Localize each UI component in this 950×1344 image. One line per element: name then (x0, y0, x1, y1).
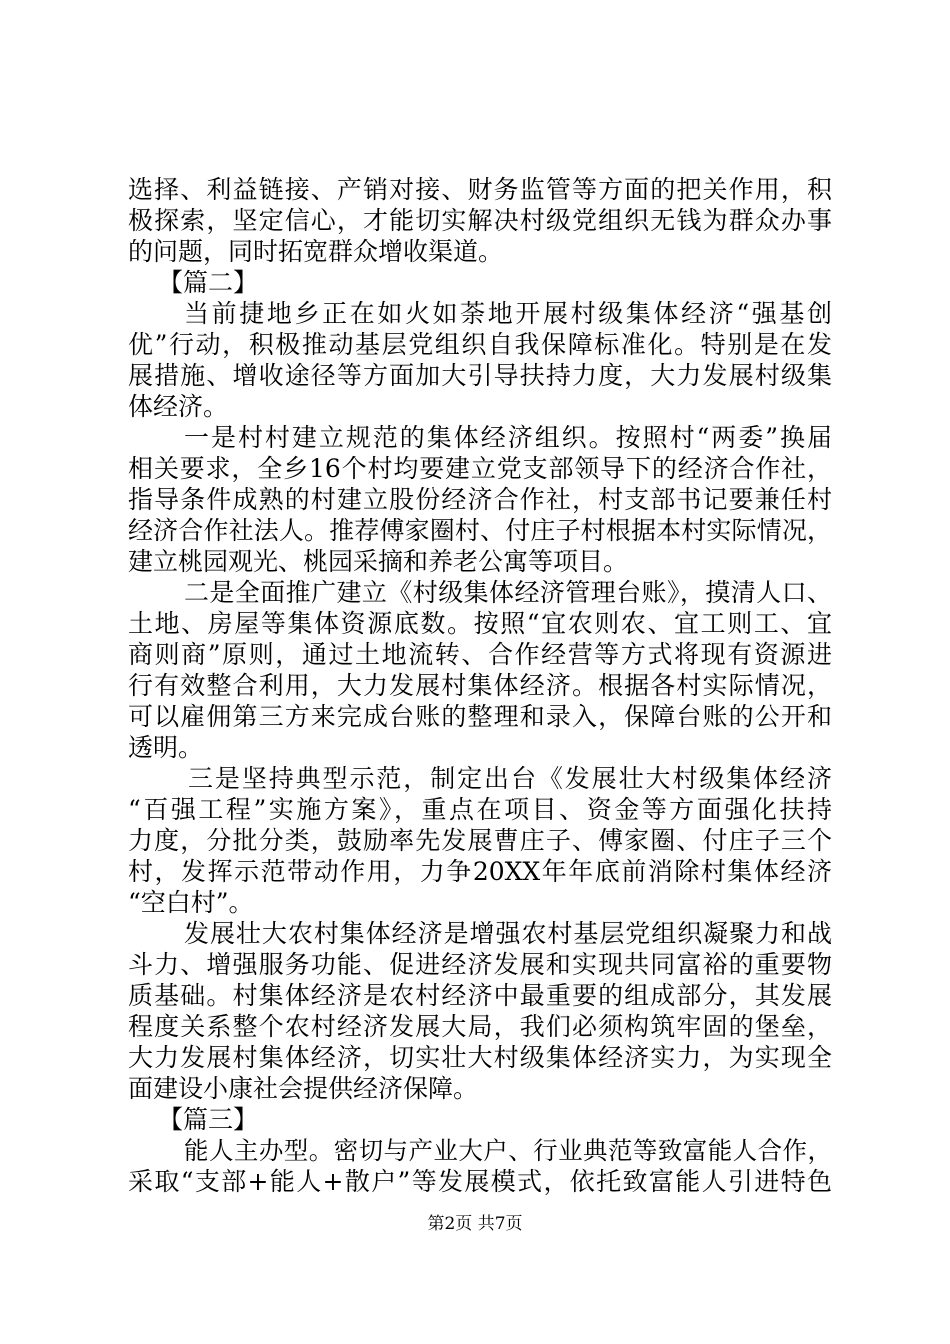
text-line: 展措施、增收途径等方面加大引导扶持力度，大力发展村级集 (128, 361, 832, 390)
text-line: 质基础。村集体经济是农村经济中最重要的组成部分，其发展 (128, 981, 832, 1010)
text-line: 面建设小康社会提供经济保障。 (128, 1074, 479, 1103)
text-line: 程度关系整个农村经济发展大局，我们必须构筑牢固的堡垒， (128, 1012, 832, 1041)
text-line: 土地、房屋等集体资源底数。按照“宜农则农、宜工则工、宜 (128, 609, 832, 638)
text-line: 优”行动，积极推动基层党组织自我保障标准化。特别是在发 (128, 330, 832, 359)
text-line: 二是全面推广建立《村级集体经济管理台账》，摸清人口、 (184, 578, 832, 607)
text-line: 透明。 (128, 733, 204, 762)
text-line: 一是村村建立规范的集体经济组织。按照村“两委”换届 (184, 423, 832, 452)
text-line: 三是坚持典型示范，制定出台《发展壮大村级集体经济 (188, 764, 832, 793)
text-line: 村，发挥示范带动作用，力争20XX年年底前消除村集体经济 (128, 857, 832, 886)
text-line: 采取“支部+能人+散户”等发展模式，依托致富能人引进特色 (128, 1167, 832, 1196)
text-line: 能人主办型。密切与产业大户、行业典范等致富能人合作， (184, 1136, 832, 1165)
text-line: 经济合作社法人。推荐傅家圈村、付庄子村根据本村实际情况， (128, 516, 832, 545)
text-line: “百强工程”实施方案》，重点在项目、资金等方面强化扶持 (128, 795, 832, 824)
document-body (128, 174, 832, 1197)
text-line: 当前捷地乡正在如火如荼地开展村级集体经济“强基创 (184, 299, 832, 328)
text-line: 极探索，坚定信心，才能切实解决村级党组织无钱为群众办事 (128, 206, 832, 235)
page-footer: 第2页 共7页 (427, 1214, 523, 1234)
text-line: 可以雇佣第三方来完成台账的整理和录入，保障台账的公开和 (128, 702, 832, 731)
text-line: 【篇三】 (158, 1105, 259, 1134)
text-line: 的问题，同时拓宽群众增收渠道。 (128, 237, 504, 266)
text-line: 体经济。 (128, 392, 229, 421)
text-line: 力度，分批分类，鼓励率先发展曹庄子、傅家圈、付庄子三个 (128, 826, 832, 855)
text-line: 指导条件成熟的村建立股份经济合作社，村支部书记要兼任村 (128, 485, 832, 514)
text-line: 建立桃园观光、桃园采摘和养老公寓等项目。 (128, 547, 629, 576)
text-line: 【篇二】 (158, 268, 259, 297)
text-line: “空白村”。 (128, 888, 254, 917)
text-line: 大力发展村集体经济，切实壮大村级集体经济实力，为实现全 (128, 1043, 832, 1072)
text-line: 行有效整合利用，大力发展村集体经济。根据各村实际情况， (128, 671, 832, 700)
text-line: 相关要求，全乡16个村均要建立党支部领导下的经济合作社， (128, 454, 832, 483)
text-line: 斗力、增强服务功能、促进经济发展和实现共同富裕的重要物 (128, 950, 832, 979)
text-line: 发展壮大农村集体经济是增强农村基层党组织凝聚力和战 (184, 919, 832, 948)
text-line: 选择、利益链接、产销对接、财务监管等方面的把关作用，积 (128, 175, 832, 204)
text-line: 商则商”原则，通过土地流转、合作经营等方式将现有资源进 (128, 640, 832, 669)
